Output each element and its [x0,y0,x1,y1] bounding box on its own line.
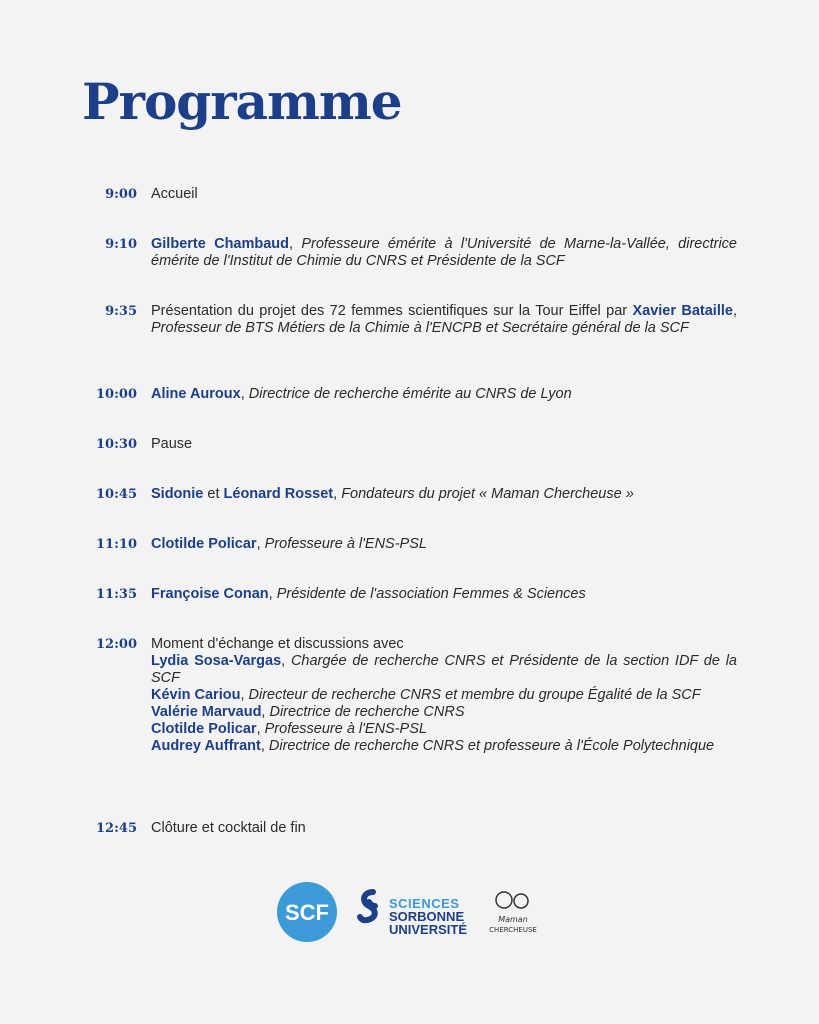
speaker-title: Fondateurs du projet « Maman Chercheuse » [341,486,634,502]
speaker-name: Xavier Bataille [632,303,733,319]
entry-text: , [260,738,269,754]
speaker-name: Clotilde Policar [151,721,257,737]
entry-text: , [256,536,265,552]
entry-text: , [732,303,737,319]
entry-time: 12:45 [96,821,137,836]
partner-logos [277,880,547,944]
entry-text: , [256,721,265,737]
entry-time: 11:10 [96,537,137,552]
speaker-name: Lydia Sosa-Vargas [151,653,282,669]
entry-description [151,536,737,553]
entry-text: , [261,704,270,720]
entry-description [151,436,737,453]
entry-text: Moment d'échange et discussions avec [151,636,404,652]
maman-chercheuse-logo [489,892,537,934]
entry-time: 9:00 [105,187,137,202]
speaker-title: Professeure à l'ENS-PSL [264,536,427,552]
speaker-name: Audrey Auffrant [151,738,261,754]
speaker-title: Chargée de recherche CNRS et Présidente de la section IDF de la SCF [151,653,737,686]
svg-text:SCF: SCF [285,900,329,925]
scf-logo [277,882,337,942]
entry-text: , [268,586,277,602]
speaker-title: Directrice de recherche CNRS et professeure à l'École Polytechnique [268,738,715,754]
speaker-name: Léonard Rosset [223,486,334,502]
speaker-name: Gilberte Chambaud [151,236,290,252]
entry-text: Clôture et cocktail de fin [151,820,306,836]
entry-text: Présentation du projet des 72 femmes scientifiques sur la Tour Eiffel par [151,303,633,319]
entry-time: 10:30 [96,437,137,452]
svg-text:CHERCHEUSE: CHERCHEUSE [489,926,537,934]
entry-description [151,236,737,270]
entry-description [151,586,737,603]
entry-text: Accueil [151,186,198,202]
entry-text: , [240,687,249,703]
speaker-title: Directrice de recherche émérite au CNRS de Lyon [248,386,572,402]
speaker-name: Aline Auroux [151,386,241,402]
entry-text: , [333,486,342,502]
entry-time: 9:35 [105,304,137,319]
entry-description [151,486,737,503]
entry-text: et [203,486,224,502]
entry-time: 11:35 [96,587,137,602]
entry-description [151,303,737,337]
entry-time: 12:00 [96,637,137,652]
speaker-name: Kévin Cariou [151,687,241,703]
sorbonne-logo [360,892,467,937]
speaker-name: Sidonie [151,486,204,502]
entry-description [151,386,737,403]
entry-description [151,186,737,203]
speaker-title: Présidente de l'association Femmes & Sciences [276,586,586,602]
speaker-title: Professeure à l'ENS-PSL [264,721,427,737]
entry-time: 9:10 [105,237,137,252]
speaker-name: Clotilde Policar [151,536,257,552]
entry-description [151,820,737,837]
svg-text:SORBONNE: SORBONNE [389,909,465,924]
speaker-title: Professeur de BTS Métiers de la Chimie à l'ENCPB et Secrétaire général de la SCF [151,320,689,336]
entry-text: , [240,386,249,402]
speaker-name: Françoise Conan [151,586,269,602]
entry-description [151,636,737,755]
page-title: Programme [82,72,402,131]
svg-text:Maman: Maman [498,915,528,924]
speaker-title: Directrice de recherche CNRS [269,704,465,720]
entry-text: Pause [151,436,193,452]
speaker-name: Valérie Marvaud [151,704,262,720]
entry-text: , [289,236,302,252]
entry-time: 10:00 [96,387,137,402]
entry-text: , [281,653,291,669]
entry-time: 10:45 [96,487,137,502]
speaker-title: Professeure émérite à l'Université de Marne-la-Vallée, directrice émérite de l'Institut de Chimie du CNRS et Présidente de la SCF [151,236,737,269]
svg-text:SCIENCES: SCIENCES [389,896,460,911]
svg-text:UNIVERSITÉ: UNIVERSITÉ [389,922,468,937]
speaker-title: Directeur de recherche CNRS et membre du groupe Égalité de la SCF [248,687,701,703]
